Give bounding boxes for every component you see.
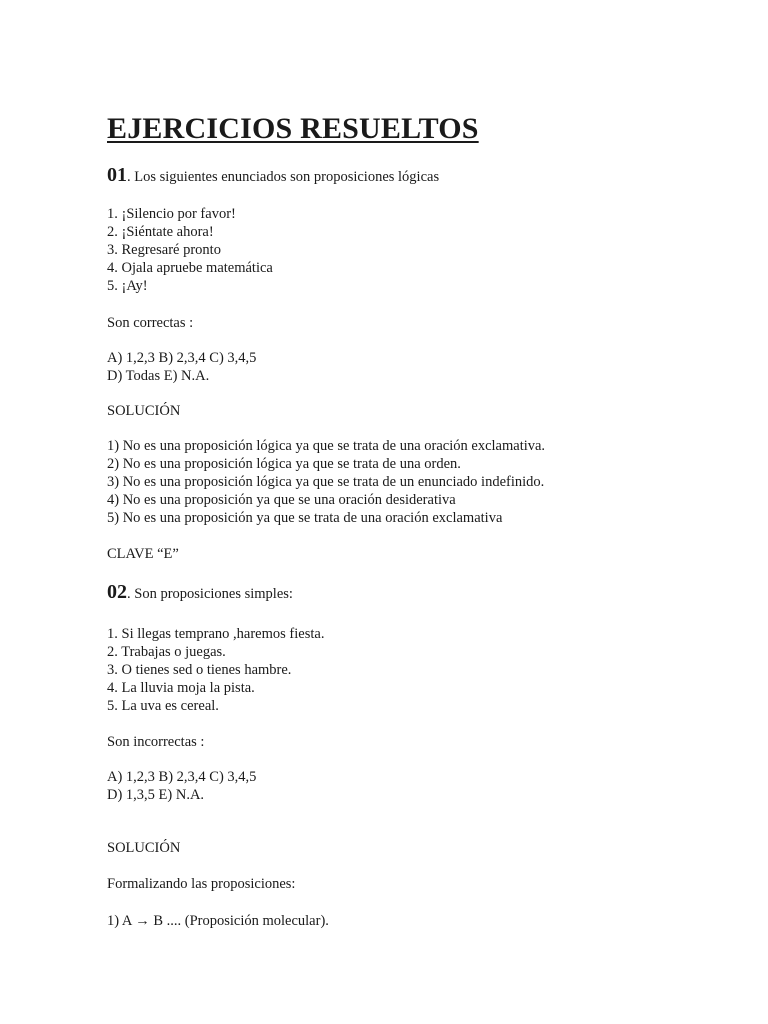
question-1-heading <box>107 166 439 186</box>
page-title: EJERCICIOS RESUELTOS <box>107 112 479 145</box>
solution-heading: SOLUCIÓN <box>107 403 181 419</box>
solution-line: 4) No es una proposición ya que se una oración desiderativa <box>107 492 456 508</box>
list-item: 5. La uva es cereal. <box>107 698 219 714</box>
option-line: A) 1,2,3 B) 2,3,4 C) 3,4,5 <box>107 769 257 785</box>
question-1-number: 01 <box>107 164 127 186</box>
list-item: 2. Trabajas o juegas. <box>107 644 226 660</box>
list-item: 5. ¡Ay! <box>107 278 148 294</box>
list-item: 4. Ojala apruebe matemática <box>107 260 273 276</box>
answer-key: CLAVE “E” <box>107 546 179 562</box>
option-line: D) 1,3,5 E) N.A. <box>107 787 205 803</box>
list-item: 2. ¡Siéntate ahora! <box>107 224 214 240</box>
solution-heading: SOLUCIÓN <box>107 840 181 856</box>
list-item: 3. Regresaré pronto <box>107 242 221 258</box>
option-line: A) 1,2,3 B) 2,3,4 C) 3,4,5 <box>107 350 257 366</box>
question-2-number: 02 <box>107 581 127 603</box>
formalizing-text: Formalizando las proposiciones: <box>107 876 296 892</box>
list-item: 4. La lluvia moja la pista. <box>107 680 255 696</box>
question-1-prompt: . Los siguientes enunciados son proposiciones lógicas <box>127 169 440 185</box>
question-2-prompt: . Son proposiciones simples: <box>127 586 293 602</box>
solution-step: 1) A → B .... (Proposición molecular). <box>107 913 329 929</box>
list-item: 1. Si llegas temprano ,haremos fiesta. <box>107 626 325 642</box>
solution-line: 5) No es una proposición ya que se trata de una oración exclamativa <box>107 510 503 526</box>
solution-line: 1) No es una proposición lógica ya que se trata de una oración exclamativa. <box>107 438 546 454</box>
list-item: 3. O tienes sed o tienes hambre. <box>107 662 292 678</box>
list-item: 1. ¡Silencio por favor! <box>107 206 236 222</box>
solution-line: 2) No es una proposición lógica ya que se trata de una orden. <box>107 456 461 472</box>
question-2-ask: Son incorrectas : <box>107 734 205 750</box>
option-line: D) Todas E) N.A. <box>107 368 210 384</box>
question-2-heading <box>107 583 293 603</box>
solution-line: 3) No es una proposición lógica ya que se trata de un enunciado indefinido. <box>107 474 545 490</box>
question-1-ask: Son correctas : <box>107 315 194 331</box>
